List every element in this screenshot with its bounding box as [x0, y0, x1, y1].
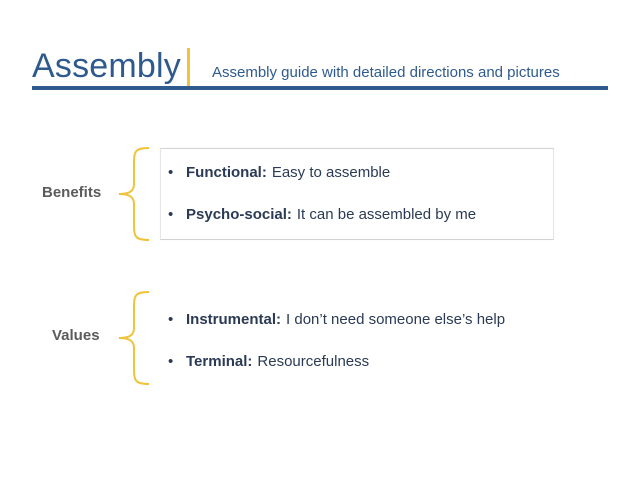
bullet-value: Easy to assemble	[271, 164, 391, 181]
title-separator	[187, 48, 190, 86]
bullet-key: Psycho-social:	[186, 206, 292, 223]
group-label-benefits: Benefits	[42, 184, 102, 201]
bullet-key: Terminal:	[186, 353, 253, 370]
brace-values	[116, 290, 152, 386]
bullet-key: Instrumental:	[186, 311, 282, 328]
brace-benefits	[116, 146, 152, 242]
list-item	[166, 352, 505, 372]
benefits-list	[166, 163, 476, 225]
bullet-value: It can be assembled by me	[296, 206, 477, 223]
values-list	[166, 310, 505, 372]
header	[32, 46, 608, 90]
page-subtitle: Assembly guide with detailed directions and pictures	[212, 64, 560, 81]
header-rule	[32, 86, 608, 90]
page-title: Assembly	[32, 47, 181, 85]
list-item	[166, 163, 476, 183]
bullet-value: Resourcefulness	[257, 353, 370, 370]
bullet-key: Functional:	[186, 164, 267, 181]
list-item	[166, 205, 476, 225]
group-label-values: Values	[52, 327, 100, 344]
bullet-value: I don’t need someone else’s help	[286, 311, 506, 328]
list-item	[166, 310, 505, 330]
